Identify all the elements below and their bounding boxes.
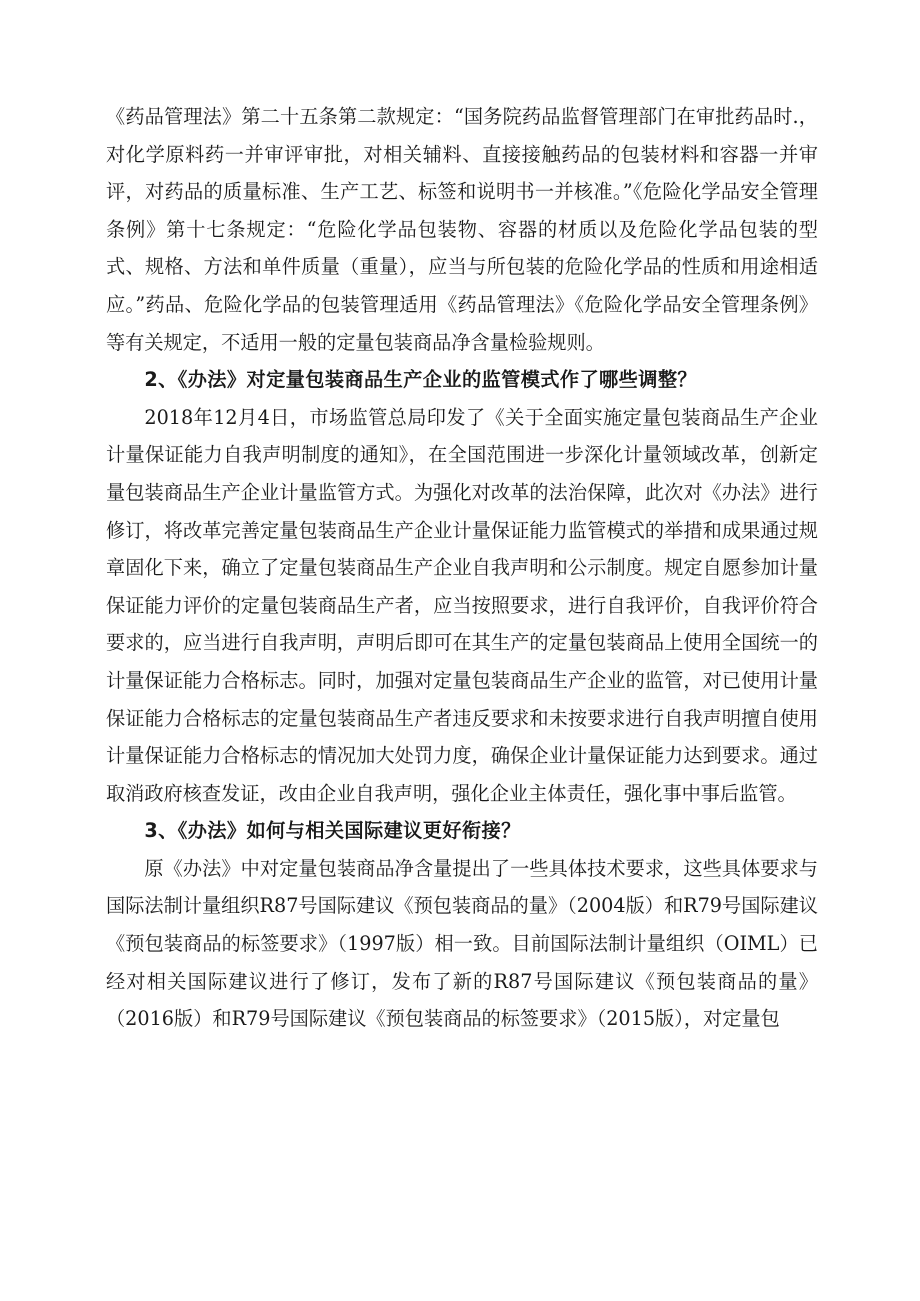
paragraph-international-recommendations: 原《办法》中对定量包装商品净含量提出了一些具体技术要求，这些具体要求与国际法制计量组织R87号国际建议《预包装商品的量》（2004版）和R79号国际建议《预包装商品的标签要求》（1997版）相一致。目前国际法制计量组织（OIML）已经对相关国际建议进行了修订，发布了新的R87号国际建议《预包装商品的量》（2016版）和R79号国际建议《预包装商品的标签要求》（2015版），对定量包 [106,856,818,1031]
section-heading-2: 2、《办法》对定量包装商品生产企业的监管模式作了哪些调整？ [144,368,697,392]
document-body [106,98,818,1038]
paragraph-drug-law: 《药品管理法》第二十五条第二款规定：“国务院药品监督管理部门在审批药品时.，对化学原料药一并审评审批，对相关辅料、直接接触药品的包装材料和容器一并审评，对药品的质量标准、生产工艺、标签和说明书一并核准。”《危险化学品安全管理条例》第十七条规定：“危险化学品包装物、容器的材质以及危险化学品包装的型式、规格、方法和单件质量（重量），应当与所包装的危险化学品的性质和用途相适应。”药品、危险化学品的包装管理适用《药品管理法》《危险化学品安全管理条例》等有关规定，不适用一般的定量包装商品净含量检验规则。 [106,105,818,354]
paragraph-supervision-mode: 2018年12月4日，市场监管总局印发了《关于全面实施定量包装商品生产企业计量保证能力自我声明制度的通知》，在全国范围进一步深化计量领域改革，创新定量包装商品生产企业计量监管方式。为强化对改革的法治保障，此次对《办法》进行修订，将改革完善定量包装商品生产企业计量保证能力监管模式的举措和成果通过规章固化下来，确立了定量包装商品生产企业自我声明和公示制度。规定自愿参加计量保证能力评价的定量包装商品生产者，应当按照要求，进行自我评价，自我评价符合要求的，应当进行自我声明，声明后即可在其生产的定量包装商品上使用全国统一的计量保证能力合格标志。同时，加强对定量包装商品生产企业的监管，对已使用计量保证能力合格标志的定量包装商品生产者违反要求和未按要求进行自我声明擅自使用计量保证能力合格标志的情况加大处罚力度，确保企业计量保证能力达到要求。通过取消政府核查发证，改由企业自我声明，强化企业主体责任，强化事中事后监管。 [106,405,818,805]
section-heading-3: 3、《办法》如何与相关国际建议更好衔接？ [144,819,521,843]
